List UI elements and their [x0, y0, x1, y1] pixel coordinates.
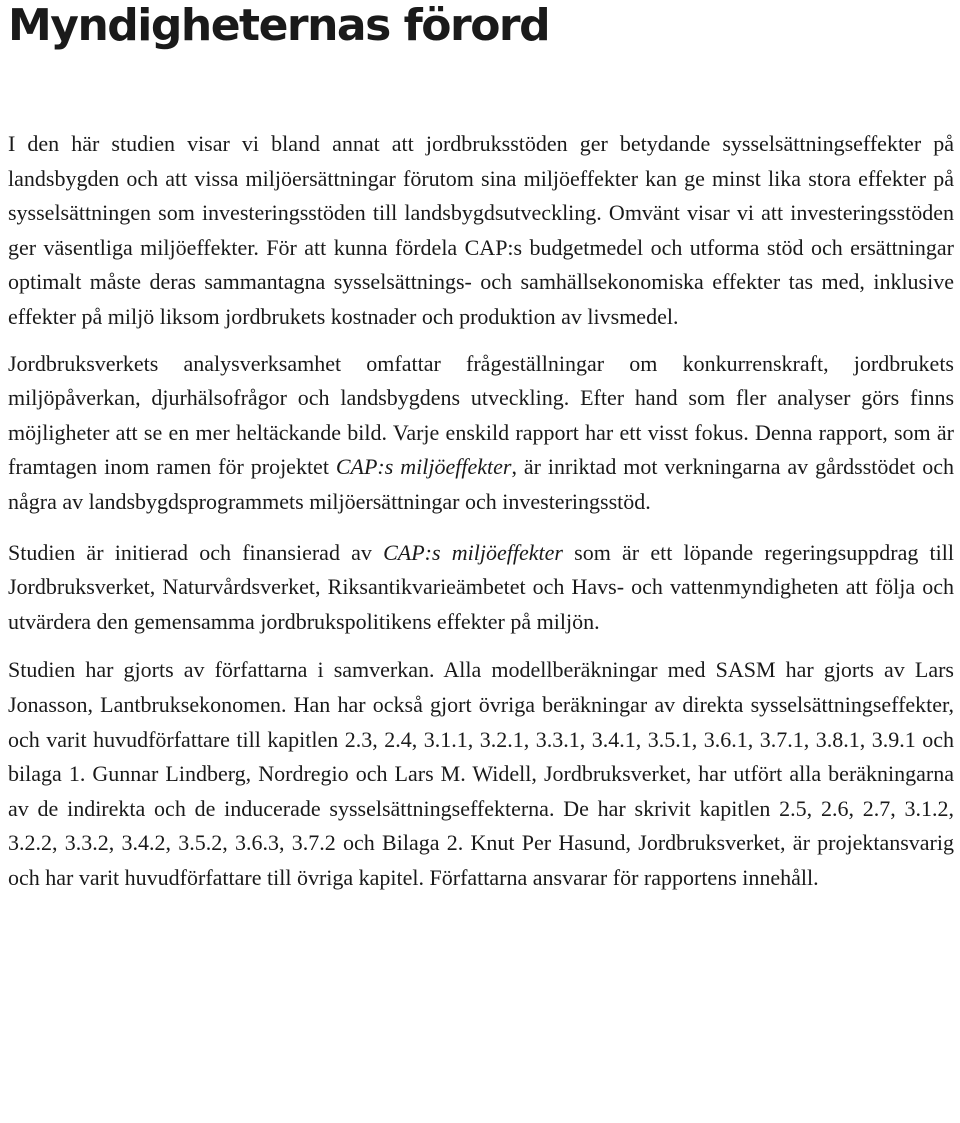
document-page [8, 0, 954, 895]
project-name-italic: CAP:s miljöeffekter [383, 539, 563, 565]
paragraph-analysis-text-end: , är inriktad mot verkningarna av gårdsstödet och några av landsbygdsprogrammets miljöersättningar och investeringsstöd. [8, 454, 954, 514]
paragraph-analysis [8, 347, 954, 520]
paragraph-analysis-text-start: Jordbruksverkets analysverksamhet omfattar frågeställningar om konkurrenskraft, jordbrukets miljöpåverkan, djurhälsofrågor och landsbygdens utveckling. Efter hand som fler analyser görs finns möjligheter att se en mer heltäckande bild. Varje enskild rapport har ett visst fokus. Denna rapport, som är framtagen inom ramen för projektet [8, 350, 954, 480]
paragraph-intro: I den här studien visar vi bland annat att jordbruksstöden ger betydande sysselsättningseffekter på landsbygden och att vissa miljöersättningar förutom sina miljöeffekter kan ge minst lika stora effekter på sysselsättningen som investeringsstöden till landsbygdsutveckling. Omvänt visar vi att investeringsstöden ger väsentliga miljöeffekter. För att kunna fördela CAP:s budgetmedel och utforma stöd och ersättningar optimalt måste deras sammantagna sysselsättnings- och samhällsekonomiska effekter tas med, inklusive effekter på miljö liksom jordbrukets kostnader och produktion av livsmedel. [8, 131, 954, 329]
document-body [8, 127, 954, 895]
page-title: Myndigheternas förord [8, 0, 550, 51]
paragraph-authors: Studien har gjorts av författarna i samverkan. Alla modellberäkningar med SASM har gjorts av Lars Jonasson, Lantbruksekonomen. Han har också gjort övriga beräkningar av direkta sysselsättningseffekter, och varit huvudförfattare till kapitlen 2.3, 2.4, 3.1.1, 3.2.1, 3.3.1, 3.4.1, 3.5.1, 3.6.1, 3.7.1, 3.8.1, 3.9.1 och bilaga 1. Gunnar Lindberg, Nordregio och Lars M. Widell, Jordbruksverket, har utfört alla beräkningarna av de indirekta och de inducerade sysselsättningseffekterna. De har skrivit kapitlen 2.5, 2.6, 2.7, 3.1.2, 3.2.2, 3.3.2, 3.4.2, 3.5.2, 3.6.3, 3.7.2 och Bilaga 2. Knut Per Hasund, Jordbruksverket, är projektansvarig och har varit huvudförfattare till övriga kapitel. Författarna ansvarar för rapportens innehåll. [8, 657, 954, 890]
paragraph-initiation-text-end: som är ett löpande regeringsuppdrag till Jordbruksverket, Naturvårdsverket, Riksantikvarieämbetet och Havs- och vattenmyndigheten att följa och utvärdera den gemensamma jordbrukspolitikens effekter på miljön. [8, 539, 954, 634]
paragraph-initiation-text-start: Studien är initierad och finansierad av [8, 539, 384, 565]
project-name-italic: CAP:s miljöeffekter [335, 454, 512, 480]
paragraph-initiation [8, 536, 954, 640]
